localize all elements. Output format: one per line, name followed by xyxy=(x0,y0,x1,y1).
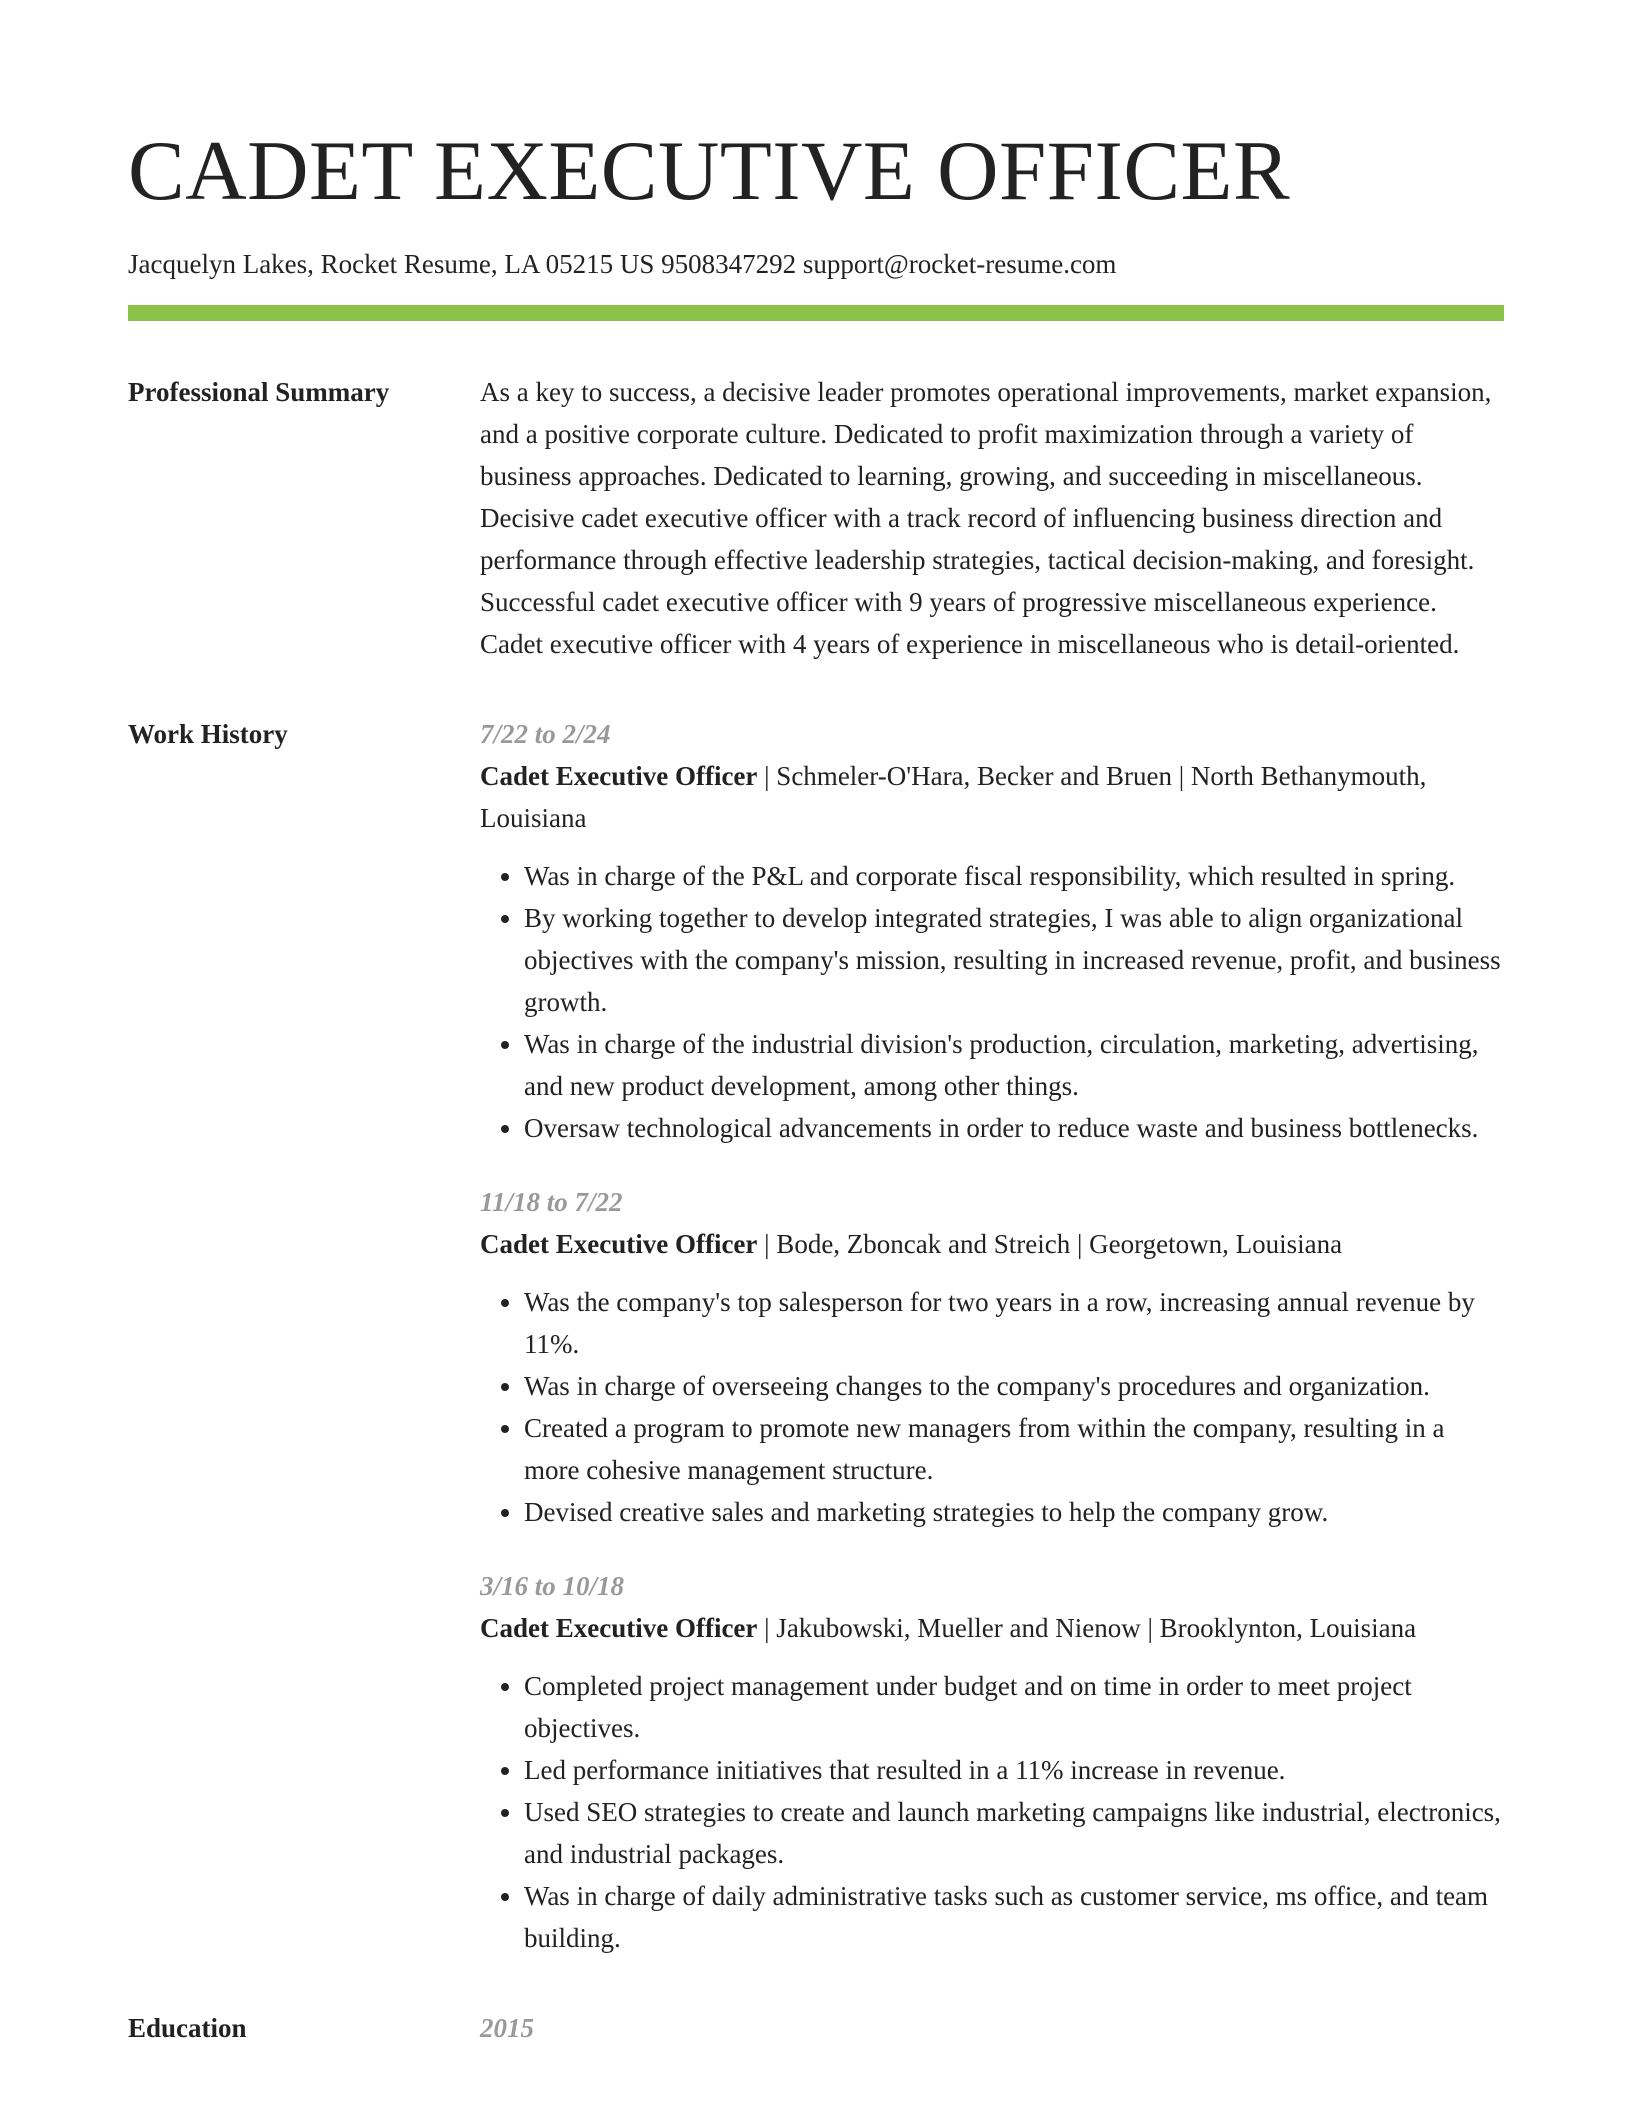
job-title: Cadet Executive Officer xyxy=(480,1229,758,1259)
list-item: • Was in charge of daily administrative tasks such as customer service, ms office, and team building. xyxy=(524,1875,1504,1959)
list-item: • Led performance initiatives that resulted in a 11% increase in revenue. xyxy=(524,1749,1504,1791)
section-heading: Professional Summary xyxy=(128,377,390,407)
job-dates: 7/22 to 2/24 xyxy=(480,719,611,749)
page-title: CADET EXECUTIVE OFFICER xyxy=(128,124,1291,218)
job-details: | Schmeler-O'Hara, Becker and Bruen | North Bethanymouth, Louisiana xyxy=(480,761,1427,833)
job-bullets xyxy=(480,1281,1504,1533)
job-entry xyxy=(480,1181,1504,1533)
education-section xyxy=(128,2007,1504,2049)
list-item: • Was the company's top salesperson for two years in a row, increasing annual revenue by 11%. xyxy=(524,1281,1504,1365)
job-header xyxy=(480,1607,1504,1649)
job-dates: 3/16 to 10/18 xyxy=(480,1571,625,1601)
list-item: • Completed project management under budget and on time in order to meet project objectives. xyxy=(524,1665,1504,1749)
job-details: | Bode, Zboncak and Streich | Georgetown, Louisiana xyxy=(757,1229,1343,1259)
list-item: • Was in charge of the industrial division's production, circulation, marketing, advertising, and new product development, among other things. xyxy=(524,1023,1504,1107)
job-entry xyxy=(480,1565,1504,1959)
job-entry xyxy=(480,713,1504,1149)
professional-summary-section xyxy=(128,371,1504,665)
list-item: • Was in charge of the P&L and corporate fiscal responsibility, which resulted in spring. xyxy=(524,855,1504,897)
job-dates: 11/18 to 7/22 xyxy=(480,1187,623,1217)
list-item: • Used SEO strategies to create and launch marketing campaigns like industrial, electronics, and industrial packages. xyxy=(524,1791,1504,1875)
job-bullets xyxy=(480,1665,1504,1959)
list-item: • Devised creative sales and marketing strategies to help the company grow. xyxy=(524,1491,1504,1533)
work-history-section xyxy=(128,713,1504,1959)
list-item: • Oversaw technological advancements in order to reduce waste and business bottlenecks. xyxy=(524,1107,1504,1149)
education-date: 2015 xyxy=(480,2013,534,2043)
section-heading: Education xyxy=(128,2013,247,2043)
accent-divider xyxy=(128,305,1504,321)
job-header xyxy=(480,755,1504,839)
job-bullets xyxy=(480,855,1504,1149)
contact-line: Jacquelyn Lakes, Rocket Resume, LA 05215 US 9508347292 support@rocket-resume.com xyxy=(128,249,1117,279)
list-item: • Was in charge of overseeing changes to the company's procedures and organization. xyxy=(524,1365,1504,1407)
list-item: • Created a program to promote new managers from within the company, resulting in a more cohesive management structure. xyxy=(524,1407,1504,1491)
job-details: | Jakubowski, Mueller and Nienow | Brooklynton, Louisiana xyxy=(757,1613,1417,1643)
resume-page xyxy=(128,0,1504,2049)
job-title: Cadet Executive Officer xyxy=(480,761,758,791)
list-item: • By working together to develop integrated strategies, I was able to align organizational objectives with the company's mission, resulting in increased revenue, profit, and business growth. xyxy=(524,897,1504,1023)
job-title: Cadet Executive Officer xyxy=(480,1613,758,1643)
summary-text: As a key to success, a decisive leader promotes operational improvements, market expansion, and a positive corporate culture. Dedicated to profit maximization through a variety of business approaches. Dedicated to learning, growing, and succeeding in miscellaneous. Decisive cadet executive officer with a track record of influencing business direction and performance through effective leadership strategies, tactical decision-making, and foresight. Successful cadet executive officer with 9 years of progressive miscellaneous experience. Cadet executive officer with 4 years of experience in miscellaneous who is detail-oriented. xyxy=(480,377,1492,659)
section-heading: Work History xyxy=(128,719,288,749)
job-header xyxy=(480,1223,1504,1265)
